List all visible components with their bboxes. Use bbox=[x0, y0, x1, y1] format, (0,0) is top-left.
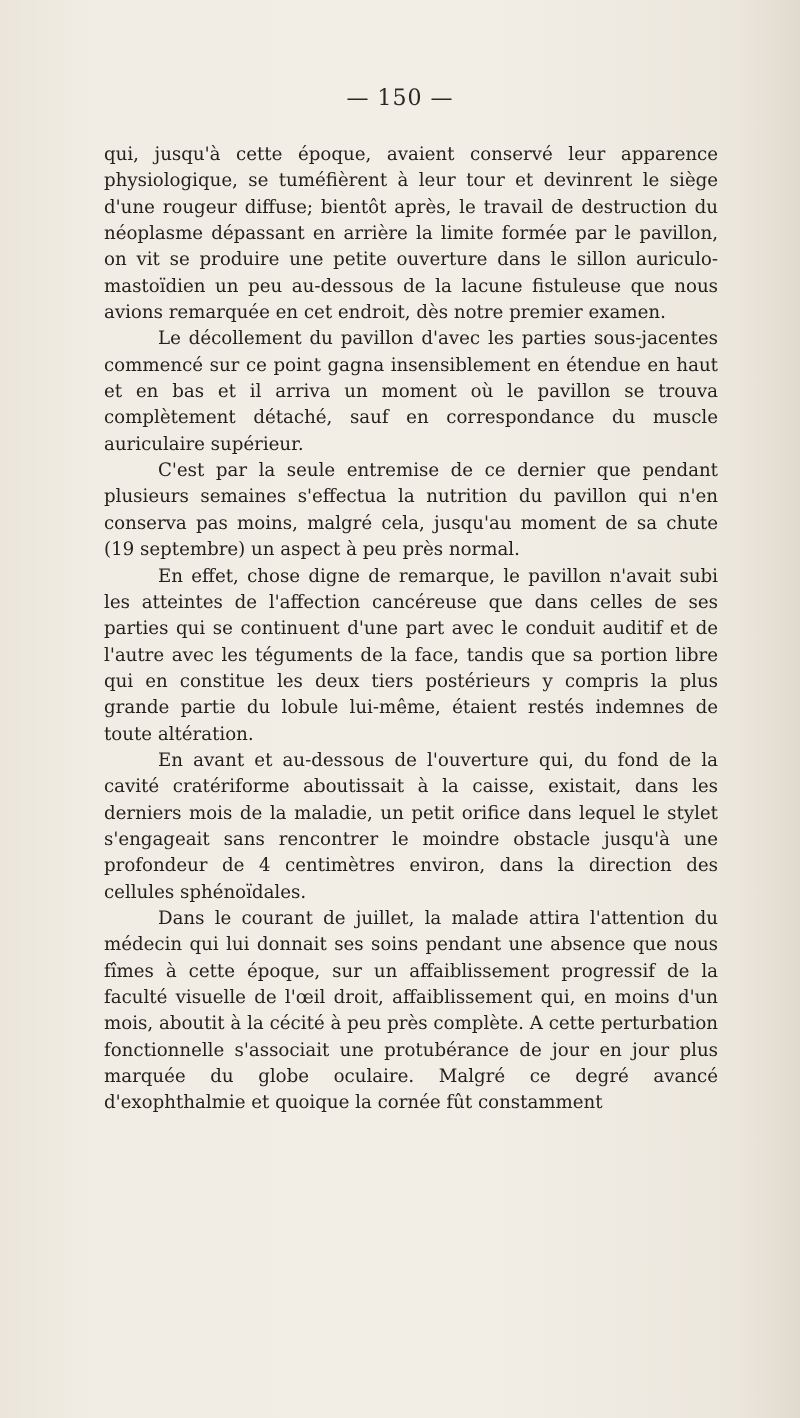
paragraph-decollement: Le décollement du pavillon d'avec les parties sous-jacentes commencé sur ce point gagna insensiblement en étendue en haut et en bas et il arriva un moment où le pavillon se trouva complètement détaché, sauf en correspondance du muscle auriculaire supérieur. bbox=[104, 328, 718, 455]
paragraph-en-effet: En effet, chose digne de remarque, le pavillon n'avait subi les atteintes de l'affection cancéreuse que dans celles de ses parties qui se continuent d'une part avec le conduit auditif et de l'autre avec les téguments de la face, tandis que sa portion libre qui en constitue les deux tiers postérieurs y compris la plus grande partie du lobule lui-même, étaient restés indemnes de toute altération. bbox=[104, 565, 718, 745]
body-text bbox=[104, 142, 718, 1117]
paragraph-juillet: Dans le courant de juillet, la malade attira l'attention du médecin qui lui donnait ses soins pendant une absence que nous fîmes à cette époque, sur un affaiblissement progressif de la faculté visuelle de l'œil droit, affaiblissement qui, en moins d'un mois, aboutit à la cécité à peu près complète. A cette perturbation fonctionnelle s'associait une protubérance de jour en jour plus marquée du globe oculaire. Malgré ce degré avancé d'exophthalmie et quoique la cornée fût constamment bbox=[104, 907, 718, 1114]
paragraph-entremise: C'est par la seule entremise de ce dernier que pendant plusieurs semaines s'effectua la nutrition du pavillon qui n'en conserva pas moins, malgré cela, jusqu'au moment de sa chute (19 septembre) un aspect à peu près normal. bbox=[104, 460, 718, 561]
paragraph-en-avant: En avant et au-dessous de l'ouverture qui, du fond de la cavité cratériforme aboutissait à la caisse, existait, dans les derniers mois de la maladie, un petit orifice dans lequel le stylet s'engageait sans rencontrer le moindre obstacle jusqu'à une profondeur de 4 centimètres environ, dans la direction des cellules sphénoïdales. bbox=[104, 749, 718, 903]
page-number: — 150 — bbox=[346, 86, 454, 111]
paragraph-continuation: qui, jusqu'à cette époque, avaient conservé leur apparence physiologique, se tuméfièrent à leur tour et devinrent le siège d'une rougeur diffuse; bientôt après, le travail de destruction du néoplasme dépassant en arrière la limite formée par le pavillon, on vit se produire une petite ouverture dans le sillon auriculo-mastoïdien un peu au-dessous de la lacune fistuleuse que nous avions remarquée en cet endroit, dès notre premier examen. bbox=[104, 144, 718, 324]
